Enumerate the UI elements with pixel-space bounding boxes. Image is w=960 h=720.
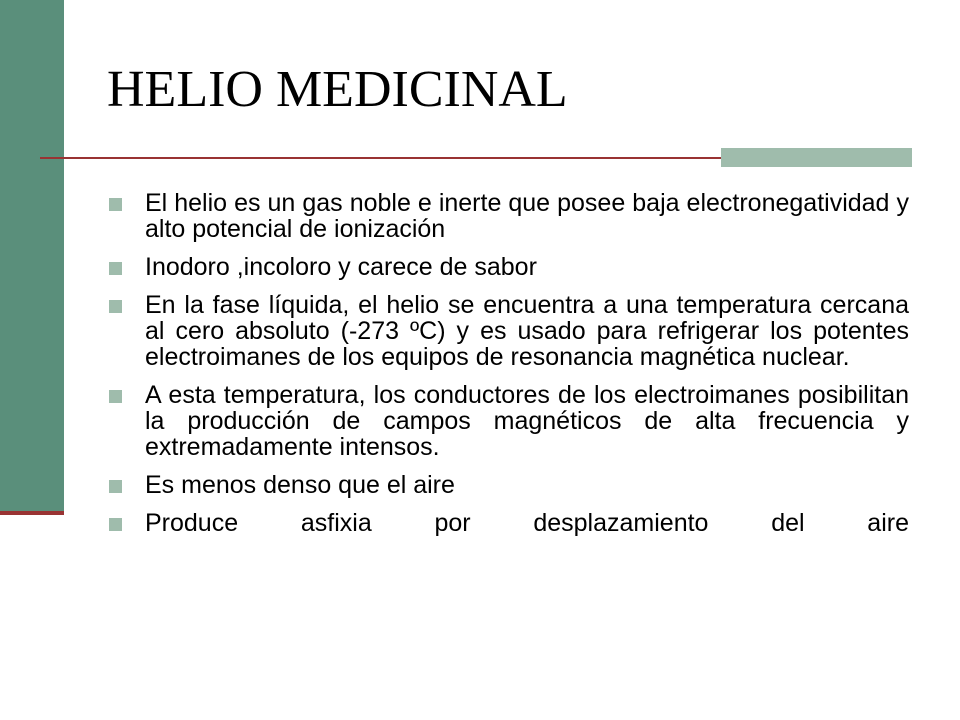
bullet-text: Inodoro ,incoloro y carece de sabor	[145, 253, 537, 281]
square-bullet-icon	[109, 198, 122, 211]
square-bullet-icon	[109, 480, 122, 493]
bullet-text: Es menos denso que el aire	[145, 471, 455, 499]
bullet-item	[109, 254, 909, 280]
bullet-text: A esta temperatura, los conductores de los electroimanes posibilitan la producción de campos magnéticos de alta frecuencia y extremadamente intensos.	[145, 381, 909, 461]
square-bullet-icon	[109, 262, 122, 275]
bullet-text: El helio es un gas noble e inerte que posee baja electronegatividad y alto potencial de ionización	[145, 189, 909, 243]
bullet-item	[109, 472, 909, 498]
title-accent-block	[721, 148, 912, 167]
square-bullet-icon	[109, 390, 122, 403]
bullet-item	[109, 510, 909, 536]
bullet-item	[109, 382, 909, 460]
left-sidebar-bar	[0, 0, 64, 513]
slide-title: HELIO MEDICINAL	[107, 61, 568, 118]
square-bullet-icon	[109, 518, 122, 531]
sidebar-accent-line	[0, 511, 64, 515]
bullet-item	[109, 292, 909, 370]
square-bullet-icon	[109, 300, 122, 313]
bullet-text: En la fase líquida, el helio se encuentra a una temperatura cercana al cero absoluto (-273 ºC) y es usado para refrigerar los potentes electroimanes de los equipos de resonancia magnética nuclear.	[145, 291, 909, 371]
bullet-item	[109, 190, 909, 242]
bullet-list	[109, 190, 909, 536]
bullet-text: Produce asfixia por desplazamiento del aire	[145, 509, 909, 537]
